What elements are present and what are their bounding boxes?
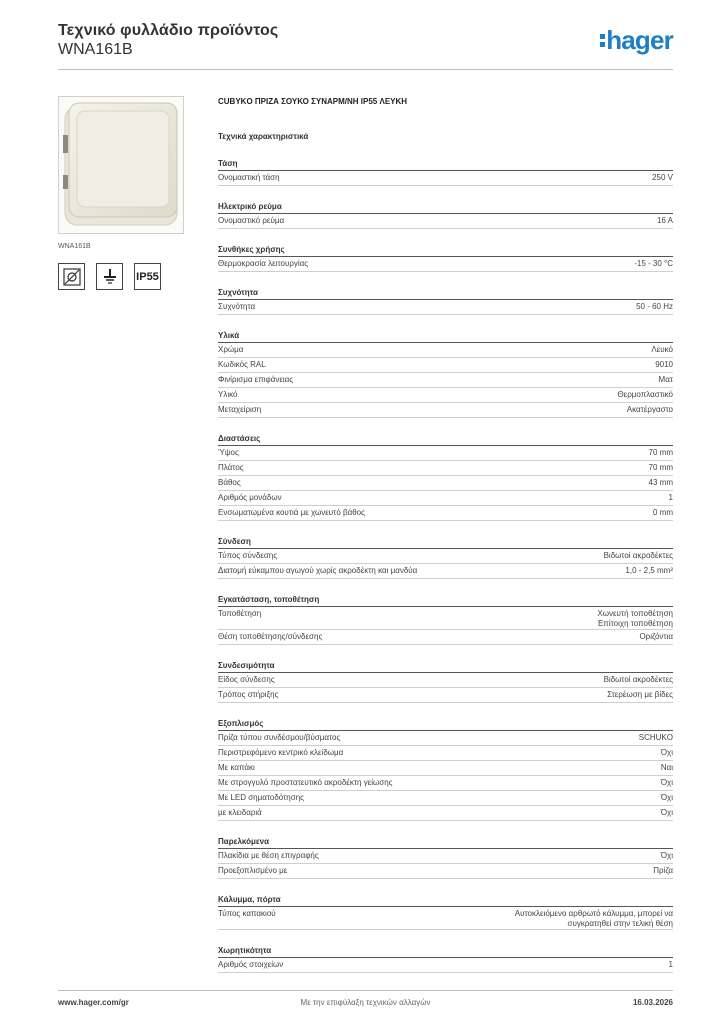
section-heading: Συνδεσιμότητα: [218, 660, 673, 673]
spec-value: Ακατέργαστο: [626, 405, 673, 414]
page-header: [58, 22, 673, 68]
spec-row: [218, 731, 673, 746]
spec-label: Με στρογγυλό προστατευτικό ακροδέκτη γείωσης: [218, 778, 393, 787]
spec-row: [218, 791, 673, 806]
spec-row: [218, 388, 673, 403]
badge-row: [58, 263, 161, 290]
spec-label: Είδος σύνδεσης: [218, 675, 275, 684]
spec-value: 1,0 - 2,5 mm²: [625, 566, 673, 575]
spec-value: Ματ: [658, 375, 673, 384]
footer-divider: [58, 990, 673, 991]
spec-row: [218, 688, 673, 703]
spec-sections: [218, 158, 673, 973]
footer-notice: Με την επιφύλαξη τεχνικών αλλαγών: [300, 998, 431, 1007]
socket-illustration: [59, 97, 183, 233]
spec-row: [218, 549, 673, 564]
spec-row: [218, 776, 673, 791]
section-heading: Διαστάσεις: [218, 433, 673, 446]
spec-label: Τοποθέτηση: [218, 609, 262, 618]
section-heading: Χωρητικότητα: [218, 945, 673, 958]
spec-row: [218, 300, 673, 315]
spec-section: [218, 536, 673, 579]
logo-dots-icon: [600, 34, 605, 47]
spec-row: [218, 461, 673, 476]
spec-value: -15 - 30 °C: [634, 259, 673, 268]
spec-label: Ύψος: [218, 448, 239, 457]
spec-row: [218, 403, 673, 418]
spec-row: [218, 476, 673, 491]
section-heading: Εγκατάσταση, τοποθέτηση: [218, 594, 673, 607]
spec-value: Όχι: [660, 748, 673, 757]
section-heading: Συνθήκες χρήσης: [218, 244, 673, 257]
spec-section: [218, 287, 673, 315]
spec-value: Βιδωτοί ακροδέκτες: [603, 551, 673, 560]
spec-section: [218, 836, 673, 879]
spec-label: Με LED σηματοδότησης: [218, 793, 304, 802]
spec-label: Τρόπος στήριξης: [218, 690, 279, 699]
spec-row: [218, 506, 673, 521]
product-image: [58, 96, 184, 234]
spec-row: [218, 630, 673, 645]
spec-label: Ονομαστικό ρεύμα: [218, 216, 285, 225]
spec-value: Όχι: [660, 778, 673, 787]
spec-row: [218, 864, 673, 879]
spec-row: [218, 958, 673, 973]
spec-row: [218, 746, 673, 761]
spec-row: [218, 257, 673, 272]
section-heading: Κάλυμμα, πόρτα: [218, 894, 673, 907]
spec-row: [218, 806, 673, 821]
spec-section: [218, 330, 673, 418]
spec-value: Στερέωση με βίδες: [607, 690, 673, 699]
spec-label: Κωδικός RAL: [218, 360, 266, 369]
section-heading: Παρελκόμενα: [218, 836, 673, 849]
spec-value: Λευκό: [651, 345, 673, 354]
spec-value: Όχι: [660, 793, 673, 802]
spec-label: Βάθος: [218, 478, 241, 487]
spec-value: Πρίζα: [653, 866, 673, 875]
spec-row: [218, 446, 673, 461]
ip55-label: IP55: [136, 270, 159, 283]
spec-value: Χωνευτή τοποθέτηση Επίτοιχη τοποθέτηση: [597, 609, 673, 628]
spec-section: [218, 660, 673, 703]
spec-value: 50 - 60 Hz: [636, 302, 673, 311]
spec-label: Πλάτος: [218, 463, 244, 472]
spec-value: 16 A: [656, 216, 673, 225]
spec-value: 0 mm: [653, 508, 673, 517]
section-heading: Εξοπλισμός: [218, 718, 673, 731]
spec-row: [218, 907, 673, 930]
spec-value: Αυτοκλειόμενο αρθρωτό κάλυμμα, μπορεί να συγκρατηθεί στην τελική θέση: [514, 909, 673, 928]
spec-label: Τύπος σύνδεσης: [218, 551, 278, 560]
spec-value: Όχι: [660, 851, 673, 860]
spec-section: [218, 201, 673, 229]
no-tool-disassembly-icon: [58, 263, 85, 290]
spec-label: Με καπάκι: [218, 763, 255, 772]
section-heading: Σύνδεση: [218, 536, 673, 549]
spec-value: 1: [668, 960, 673, 969]
spec-value: 250 V: [652, 173, 673, 182]
footer-website: www.hager.com/gr: [58, 998, 129, 1007]
spec-label: Τύπος καπακιού: [218, 909, 276, 918]
logo-text: hager: [606, 25, 673, 55]
spec-value: Οριζόντια: [639, 632, 673, 641]
spec-row: [218, 343, 673, 358]
image-caption: WNA161B: [58, 243, 91, 250]
technical-heading: Τεχνικά χαρακτηριστικά: [218, 132, 309, 141]
spec-value: 70 mm: [648, 448, 673, 457]
spec-row: [218, 214, 673, 229]
spec-row: [218, 171, 673, 186]
spec-row: [218, 849, 673, 864]
spec-label: Πρίζα τύπου συνδέσμου/βύσματος: [218, 733, 341, 742]
spec-section: [218, 158, 673, 186]
spec-label: Συχνότητα: [218, 302, 256, 311]
spec-label: Ενσωματωμένα κουτιά με χωνευτό βάθος: [218, 508, 365, 517]
spec-row: [218, 673, 673, 688]
document-title: Τεχνικό φυλλάδιο προϊόντος: [58, 22, 279, 39]
ip55-badge: [134, 263, 161, 290]
section-heading: Τάση: [218, 158, 673, 171]
spec-value: Θερμοπλαστικό: [617, 390, 673, 399]
spec-label: Αριθμός στοιχείων: [218, 960, 284, 969]
spec-label: Αριθμός μονάδων: [218, 493, 282, 502]
spec-section: [218, 433, 673, 521]
spec-value: 70 mm: [648, 463, 673, 472]
hager-logo: [600, 26, 673, 54]
spec-label: με κλειδαριά: [218, 808, 262, 817]
spec-value: Ναι: [660, 763, 673, 772]
spec-value: Βιδωτοί ακροδέκτες: [603, 675, 673, 684]
spec-section: [218, 244, 673, 272]
spec-label: Θέση τοποθέτησης/σύνδεσης: [218, 632, 323, 641]
spec-row: [218, 373, 673, 388]
spec-value: 9010: [655, 360, 673, 369]
product-code: WNA161B: [58, 41, 133, 58]
header-divider: [58, 69, 673, 70]
spec-label: Φινίρισμα επιφάνειας: [218, 375, 294, 384]
spec-row: [218, 491, 673, 506]
spec-section: [218, 718, 673, 821]
spec-value: Όχι: [660, 808, 673, 817]
spec-value: 1: [668, 493, 673, 502]
spec-value: 43 mm: [648, 478, 673, 487]
footer-date: 16.03.2026: [632, 998, 673, 1007]
spec-label: Υλικό: [218, 390, 238, 399]
spec-label: Διατομή εύκαμπου αγωγού χωρίς ακροδέκτη και μανδύα: [218, 566, 418, 575]
spec-label: Ονομαστική τάση: [218, 173, 280, 182]
earth-terminal-icon: [96, 263, 123, 290]
spec-label: Προεξοπλισμένο με: [218, 866, 288, 875]
spec-section: [218, 594, 673, 645]
spec-label: Θερμοκρασία λειτουργίας: [218, 259, 309, 268]
section-heading: Ηλεκτρικό ρεύμα: [218, 201, 673, 214]
spec-row: [218, 358, 673, 373]
spec-label: Χρώμα: [218, 345, 244, 354]
section-heading: Υλικά: [218, 330, 673, 343]
spec-section: [218, 894, 673, 930]
spec-label: Μεταχείριση: [218, 405, 262, 414]
spec-row: [218, 761, 673, 776]
section-heading: Συχνότητα: [218, 287, 673, 300]
spec-row: [218, 564, 673, 579]
spec-label: Περιστρεφόμενο κεντρικό κλείδωμα: [218, 748, 344, 757]
spec-value: SCHUKO: [638, 733, 673, 742]
specifications-panel: [218, 96, 673, 973]
spec-label: Πλακίδια με θέση επιγραφής: [218, 851, 319, 860]
product-title: CUBYKO ΠΡΙΖΑ ΣΟΥΚΟ ΣΥΝΑΡΜ/ΝΗ IP55 ΛΕΥΚΗ: [218, 97, 408, 106]
spec-section: [218, 945, 673, 973]
spec-row: [218, 607, 673, 630]
